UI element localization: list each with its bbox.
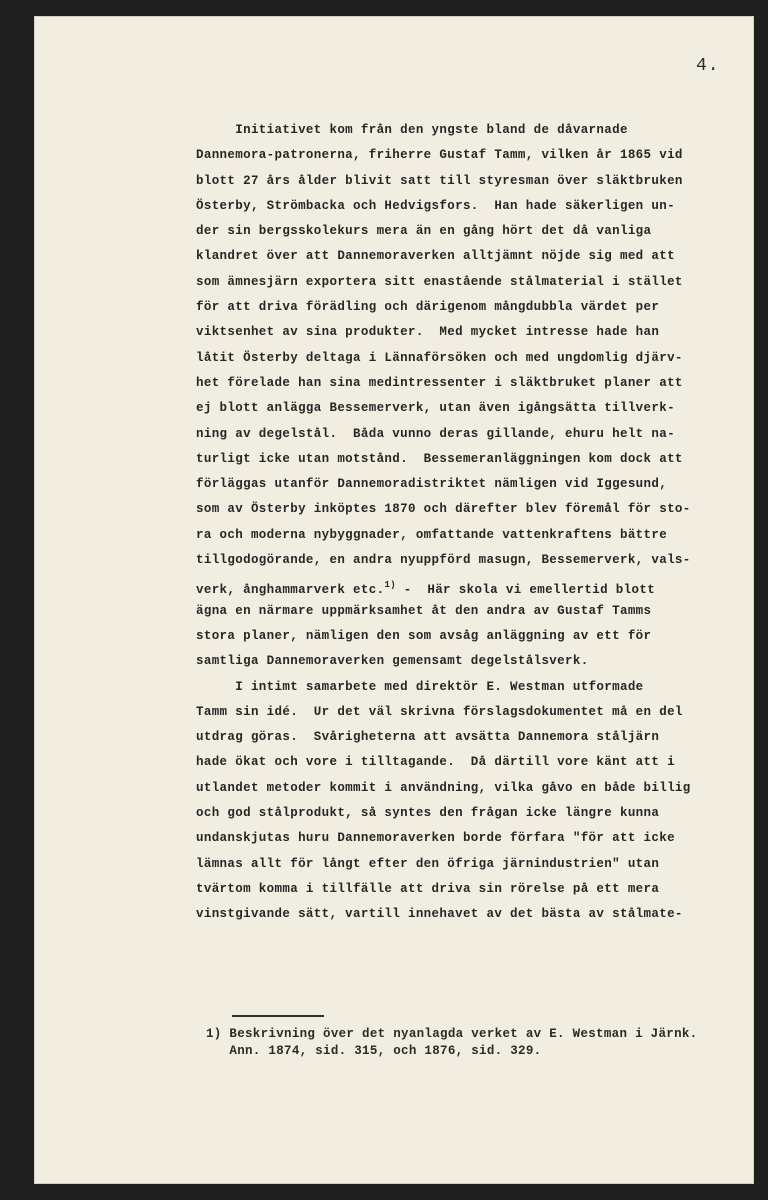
- text-line: het förelade han sina medintressenter i släktbruket planer att: [196, 375, 683, 390]
- page-number: 4.: [696, 56, 720, 76]
- text-line: ning av degelstål. Båda vunno deras gillande, ehuru helt na-: [196, 426, 675, 441]
- text-line: som av Österby inköptes 1870 och därefter blev föremål för sto-: [196, 502, 691, 517]
- text-line: som ämnesjärn exportera sitt enastående stålmaterial i stället: [196, 274, 683, 289]
- text-line: Tamm sin idé. Ur det väl skrivna förslagsdokumentet må en del: [196, 704, 683, 719]
- footnote-reference: 1): [384, 580, 396, 591]
- text-line: hade ökat och vore i tilltagande. Då därtill vore känt att i: [196, 755, 675, 770]
- text-line: blott 27 års ålder blivit satt till styresman över släktbruken: [196, 173, 683, 188]
- text-line: tvärtom komma i tillfälle att driva sin rörelse på ett mera: [196, 881, 660, 896]
- text-line: Österby, Strömbacka och Hedvigsfors. Han hade säkerligen un-: [196, 198, 675, 213]
- text-line: utlandet metoder kommit i användning, vilka gåvo en både billig: [196, 780, 691, 795]
- text-line: tillgodogörande, en andra nyuppförd masugn, Bessemerverk, vals-: [196, 553, 691, 568]
- text-line: I intimt samarbete med direktör E. Westman utformade: [196, 679, 644, 694]
- footnote-line: 1) Beskrivning över det nyanlagda verket av E. Westman i Järnk.: [206, 1027, 698, 1041]
- text-line: klandret över att Dannemoraverken alltjämnt nöjde sig med att: [196, 249, 675, 264]
- text-line: låtit Österby deltaga i Lännaförsöken och med ungdomlig djärv-: [196, 350, 683, 365]
- text-line: ej blott anlägga Bessemerverk, utan även igångsätta tillverk-: [196, 401, 675, 416]
- text-line: stora planer, nämligen den som avsåg anläggning av ett för: [196, 628, 652, 643]
- text-line: och god stålprodukt, så syntes den frågan icke längre kunna: [196, 806, 660, 821]
- text-line: utdrag göras. Svårigheterna att avsätta Dannemora ståljärn: [196, 730, 660, 745]
- footnote: [206, 1026, 746, 1060]
- text-line-with-footnote: [196, 573, 736, 598]
- text-line: der sin bergsskolekurs mera än en gång hört det då vanliga: [196, 224, 652, 239]
- text-line: förläggas utanför Dannemoradistriktet nämligen vid Iggesund,: [196, 477, 668, 492]
- text-line: ra och moderna nybyggnader, omfattande vattenkraftens bättre: [196, 527, 668, 542]
- text-line: samtliga Dannemoraverken gemensamt degelstålsverk.: [196, 654, 589, 669]
- text-line: Dannemora-patronerna, friherre Gustaf Tamm, vilken år 1865 vid: [196, 148, 683, 163]
- text-line: lämnas allt för långt efter den öfriga järnindustrien" utan: [196, 856, 660, 871]
- text-line-head: verk, ånghammarverk etc.: [196, 583, 385, 598]
- text-line: undanskjutas huru Dannemoraverken borde förfara "för att icke: [196, 831, 675, 846]
- footnote-line: Ann. 1874, sid. 315, och 1876, sid. 329.: [206, 1044, 542, 1058]
- text-line: för att driva förädling och därigenom mångdubbla värdet per: [196, 300, 660, 315]
- body-paragraphs: [196, 118, 736, 928]
- text-line: ägna en närmare uppmärksamhet åt den andra av Gustaf Tamms: [196, 603, 652, 618]
- text-line-tail: - Här skola vi emellertid blott: [395, 583, 656, 598]
- text-line: turligt icke utan motstånd. Bessemeranläggningen kom dock att: [196, 451, 683, 466]
- text-line: vinstgivande sätt, vartill innehavet av det bästa av stålmate-: [196, 907, 683, 922]
- footnote-divider: [232, 1015, 324, 1017]
- text-line: viktsenhet av sina produkter. Med mycket intresse hade han: [196, 325, 660, 340]
- text-line: Initiativet kom från den yngste bland de dåvarnade: [196, 123, 628, 137]
